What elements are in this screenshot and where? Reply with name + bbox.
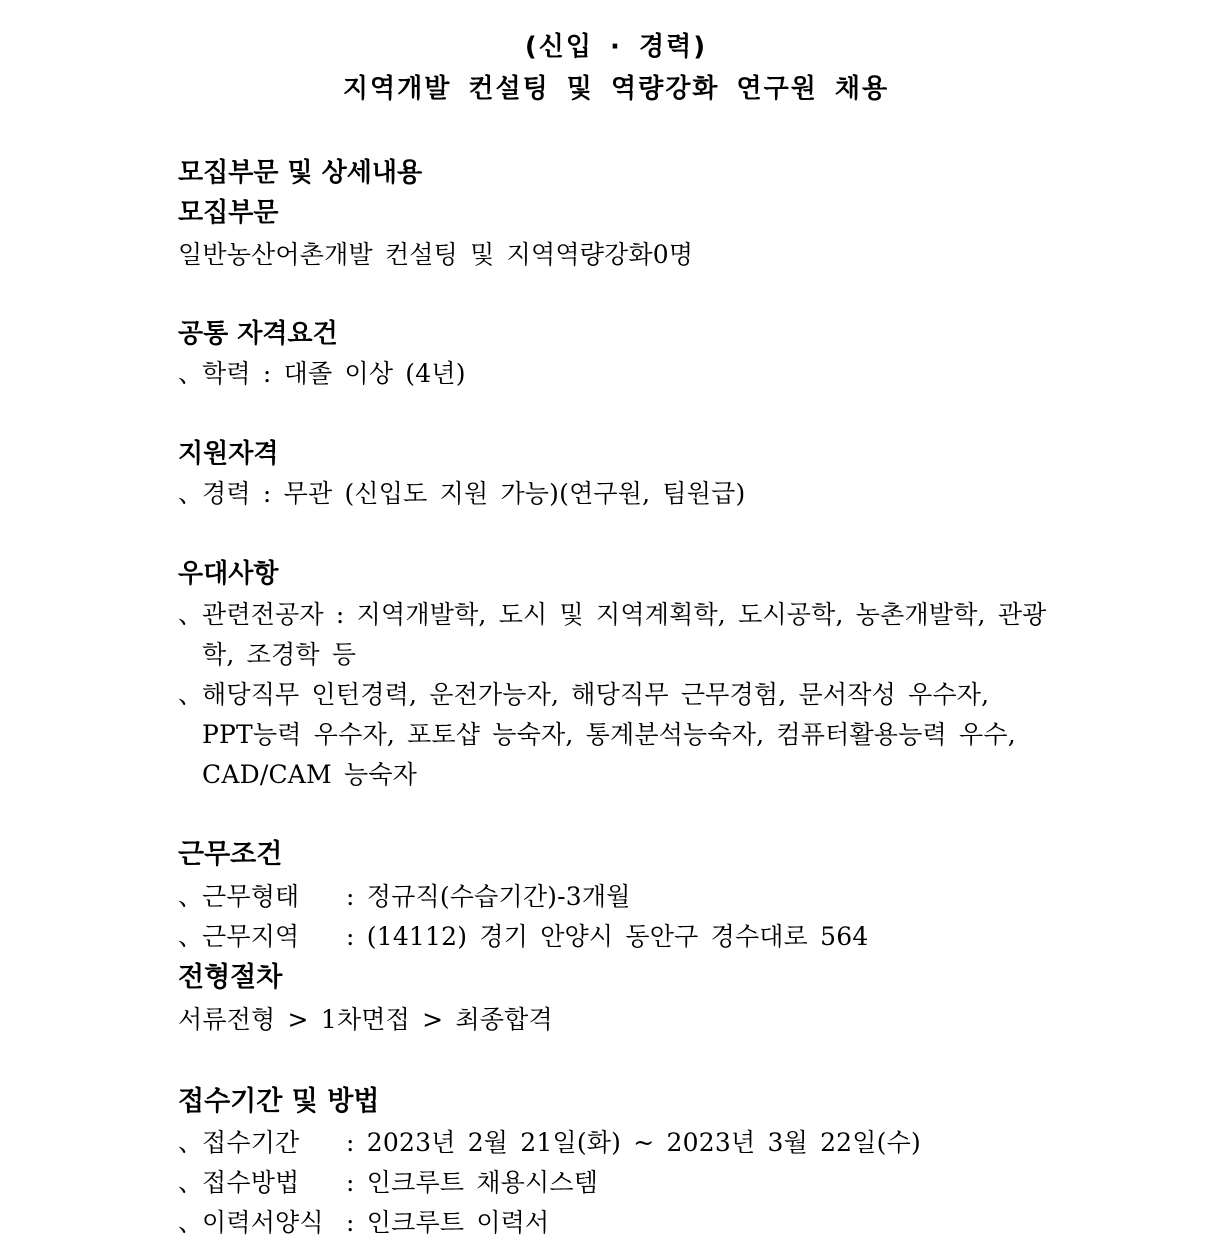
section-heading-preference: 우대사항 [178,559,279,589]
title-line-2: 지역개발 컨설팅 및 역량강화 연구원 채용 [342,74,890,104]
work-row-type [178,882,631,912]
bullet-mark: 、 [178,600,204,629]
bullet-mark: 、 [178,359,204,388]
title-line-1: (신입 · 경력) [524,32,708,62]
work-row-type-label: 근무형태 [202,882,300,911]
section-heading-apply: 접수기간 및 방법 [178,1086,380,1117]
preference-item-1 [178,600,1047,630]
eligibility-item-text: 경력 : 무관 (신입도 지원 가능)(연구원, 팀원급) [202,479,746,508]
bullet-mark: 、 [178,1208,204,1237]
apply-row-period [178,1128,921,1158]
apply-row-resume [178,1208,549,1238]
section-heading-common: 공통 자격요건 [178,319,338,349]
bullet-mark: 、 [178,479,204,508]
apply-row-method-label: 접수방법 [202,1168,300,1197]
recruit-field-text: 일반농산어촌개발 컨설팅 및 지역역량강화0명 [178,240,694,269]
common-item [178,359,466,389]
section-heading-process: 전형절차 [178,962,283,993]
preference-item-1-line-2: 학, 조경학 등 [202,640,357,669]
preference-item-2-line-1: 해당직무 인턴경력, 운전가능자, 해당직무 근무경험, 문서작성 우수자, [202,680,990,709]
apply-row-method-value: : 인크루트 채용시스템 [346,1168,599,1197]
apply-row-period-label: 접수기간 [202,1128,300,1157]
process-steps: 서류전형 > 1차면접 > 최종합격 [178,1005,553,1034]
bullet-mark: 、 [178,680,204,709]
eligibility-item [178,479,745,509]
apply-row-period-value: : 2023년 2월 21일(화) ~ 2023년 3월 22일(수) [346,1128,921,1157]
apply-row-method [178,1168,598,1198]
preference-item-2 [178,680,989,710]
sub-heading-recruit-field: 모집부문 [178,198,279,228]
work-row-location-value: : (14112) 경기 안양시 동안구 경수대로 564 [346,922,869,951]
preference-item-1-line-1: 관련전공자 : 지역개발학, 도시 및 지역계획학, 도시공학, 농촌개발학, 관광 [202,600,1047,629]
preference-item-2-line-2: PPT능력 우수자, 포토샵 능숙자, 통계분석능숙자, 컴퓨터활용능력 우수, [202,720,1016,749]
bullet-mark: 、 [178,1168,204,1197]
apply-row-resume-value: : 인크루트 이력서 [346,1208,550,1237]
bullet-mark: 、 [178,1128,204,1157]
apply-row-resume-label: 이력서양식 [202,1208,324,1237]
bullet-mark: 、 [178,882,204,911]
bullet-mark: 、 [178,922,204,951]
section-heading-recruit: 모집부문 및 상세내용 [178,158,423,188]
section-heading-eligibility: 지원자격 [178,439,279,469]
work-row-type-value: : 정규직(수습기간)-3개월 [346,882,631,911]
common-item-text: 학력 : 대졸 이상 (4년) [202,359,466,388]
work-row-location [178,922,868,952]
section-heading-work: 근무조건 [178,839,283,870]
preference-item-2-line-3: CAD/CAM 능숙자 [202,760,418,789]
work-row-location-label: 근무지역 [202,922,300,951]
